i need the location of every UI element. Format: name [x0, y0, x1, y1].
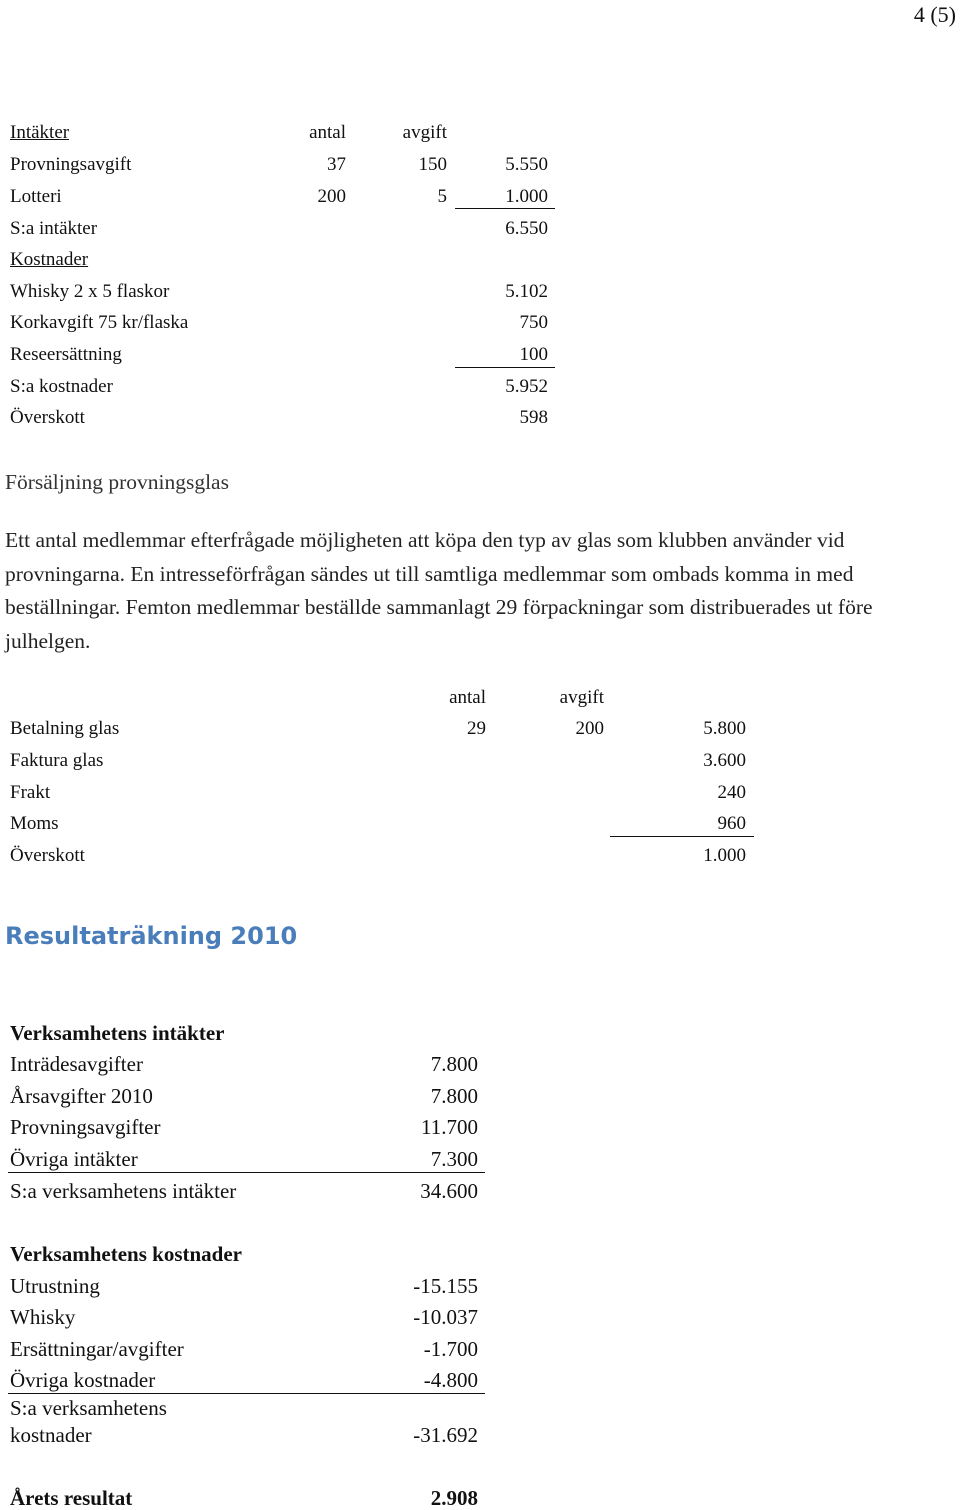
- total-label: S:a intäkter: [10, 218, 98, 239]
- cost-heading: Verksamhetens kostnader: [10, 1242, 242, 1266]
- row-sum: 3.600: [703, 750, 746, 771]
- row-qty: 200: [317, 186, 346, 207]
- page-number: 4 (5): [913, 2, 956, 27]
- income-value: 7.300: [430, 1147, 478, 1171]
- total-divider: [8, 1172, 485, 1173]
- cost-label: Reseersättning: [10, 344, 122, 365]
- income-label: Övriga intäkter: [10, 1147, 138, 1171]
- fee-header: avgift: [402, 122, 447, 143]
- costs-heading: Kostnader: [10, 249, 89, 270]
- income-label: Provningsavgifter: [10, 1115, 161, 1139]
- total-sum: 6.550: [505, 218, 548, 239]
- row-label: Betalning glas: [10, 718, 120, 739]
- income-total-value: 34.600: [420, 1179, 478, 1203]
- year-result-label: Årets resultat: [10, 1486, 133, 1510]
- row-qty: 29: [467, 718, 486, 739]
- cost-label: Ersättningar/avgifter: [10, 1337, 184, 1361]
- income-label: Inträdesavgifter: [10, 1052, 143, 1076]
- row-sum: 960: [717, 813, 746, 834]
- glass-paragraph: Ett antal medlemmar efterfrågade möjligheten att köpa den typ av glas som klubben använder vid provningarna. En intresseförfrågan sändes ut till samtliga medlemmar som ombads komma in med beställningar. Femton medlemmar beställde sammanlagt 29 förpackningar som distribuerades ut före julhelgen.: [5, 528, 873, 653]
- row-fee: 200: [575, 718, 604, 739]
- income-label: Årsavgifter 2010: [10, 1084, 153, 1108]
- cost-value: -1.700: [423, 1337, 478, 1361]
- income-value: 11.700: [421, 1115, 478, 1139]
- cost-label: Korkavgift 75 kr/flaska: [10, 312, 189, 333]
- cost-label: Utrustning: [10, 1274, 100, 1298]
- income-total-label: S:a verksamhetens intäkter: [10, 1179, 237, 1203]
- surplus-label: Överskott: [10, 407, 85, 428]
- row-sum: 5.550: [505, 154, 548, 175]
- row-fee: 5: [437, 186, 447, 207]
- row-label: Provningsavgift: [10, 154, 132, 175]
- row-label: Moms: [10, 813, 59, 834]
- surplus-sum: 598: [519, 407, 548, 428]
- surplus-label: Överskott: [10, 845, 85, 866]
- year-result-value: 2.908: [430, 1486, 478, 1510]
- row-sum: 1.000: [505, 186, 548, 207]
- total-divider: [8, 1393, 485, 1394]
- result-statement-title: Resultaträkning 2010: [5, 922, 298, 950]
- cost-value: -4.800: [423, 1368, 478, 1392]
- cost-label: Whisky: [10, 1305, 76, 1329]
- sum-divider: [455, 367, 555, 368]
- qty-header: antal: [309, 122, 346, 143]
- cost-sum: 750: [519, 312, 548, 333]
- income-heading: Verksamhetens intäkter: [10, 1021, 225, 1045]
- section-heading: Försäljning provningsglas: [5, 470, 229, 494]
- row-sum: 240: [717, 782, 746, 803]
- income-heading: Intäkter: [10, 122, 70, 143]
- row-fee: 150: [418, 154, 447, 175]
- cost-total-label-line1: S:a verksamhetens: [10, 1396, 167, 1420]
- cost-total-label-line2: kostnader: [10, 1423, 92, 1447]
- income-value: 7.800: [430, 1084, 478, 1108]
- cost-label: Whisky 2 x 5 flaskor: [10, 281, 170, 302]
- cost-value: -10.037: [413, 1305, 478, 1329]
- fee-header: avgift: [559, 687, 604, 708]
- row-qty: 37: [327, 154, 346, 175]
- cost-sum: 5.102: [505, 281, 548, 302]
- sum-divider: [455, 208, 555, 209]
- income-value: 7.800: [430, 1052, 478, 1076]
- cost-total-label: S:a kostnader: [10, 376, 113, 397]
- qty-header: antal: [449, 687, 486, 708]
- cost-total-value: -31.692: [413, 1423, 478, 1447]
- sum-divider: [610, 836, 754, 837]
- row-label: Frakt: [10, 782, 51, 803]
- surplus-sum: 1.000: [703, 845, 746, 866]
- cost-total-sum: 5.952: [505, 376, 548, 397]
- row-sum: 5.800: [703, 718, 746, 739]
- cost-sum: 100: [519, 344, 548, 365]
- cost-label: Övriga kostnader: [10, 1368, 156, 1392]
- row-label: Lotteri: [10, 186, 62, 207]
- cost-value: -15.155: [413, 1274, 478, 1298]
- row-label: Faktura glas: [10, 750, 104, 771]
